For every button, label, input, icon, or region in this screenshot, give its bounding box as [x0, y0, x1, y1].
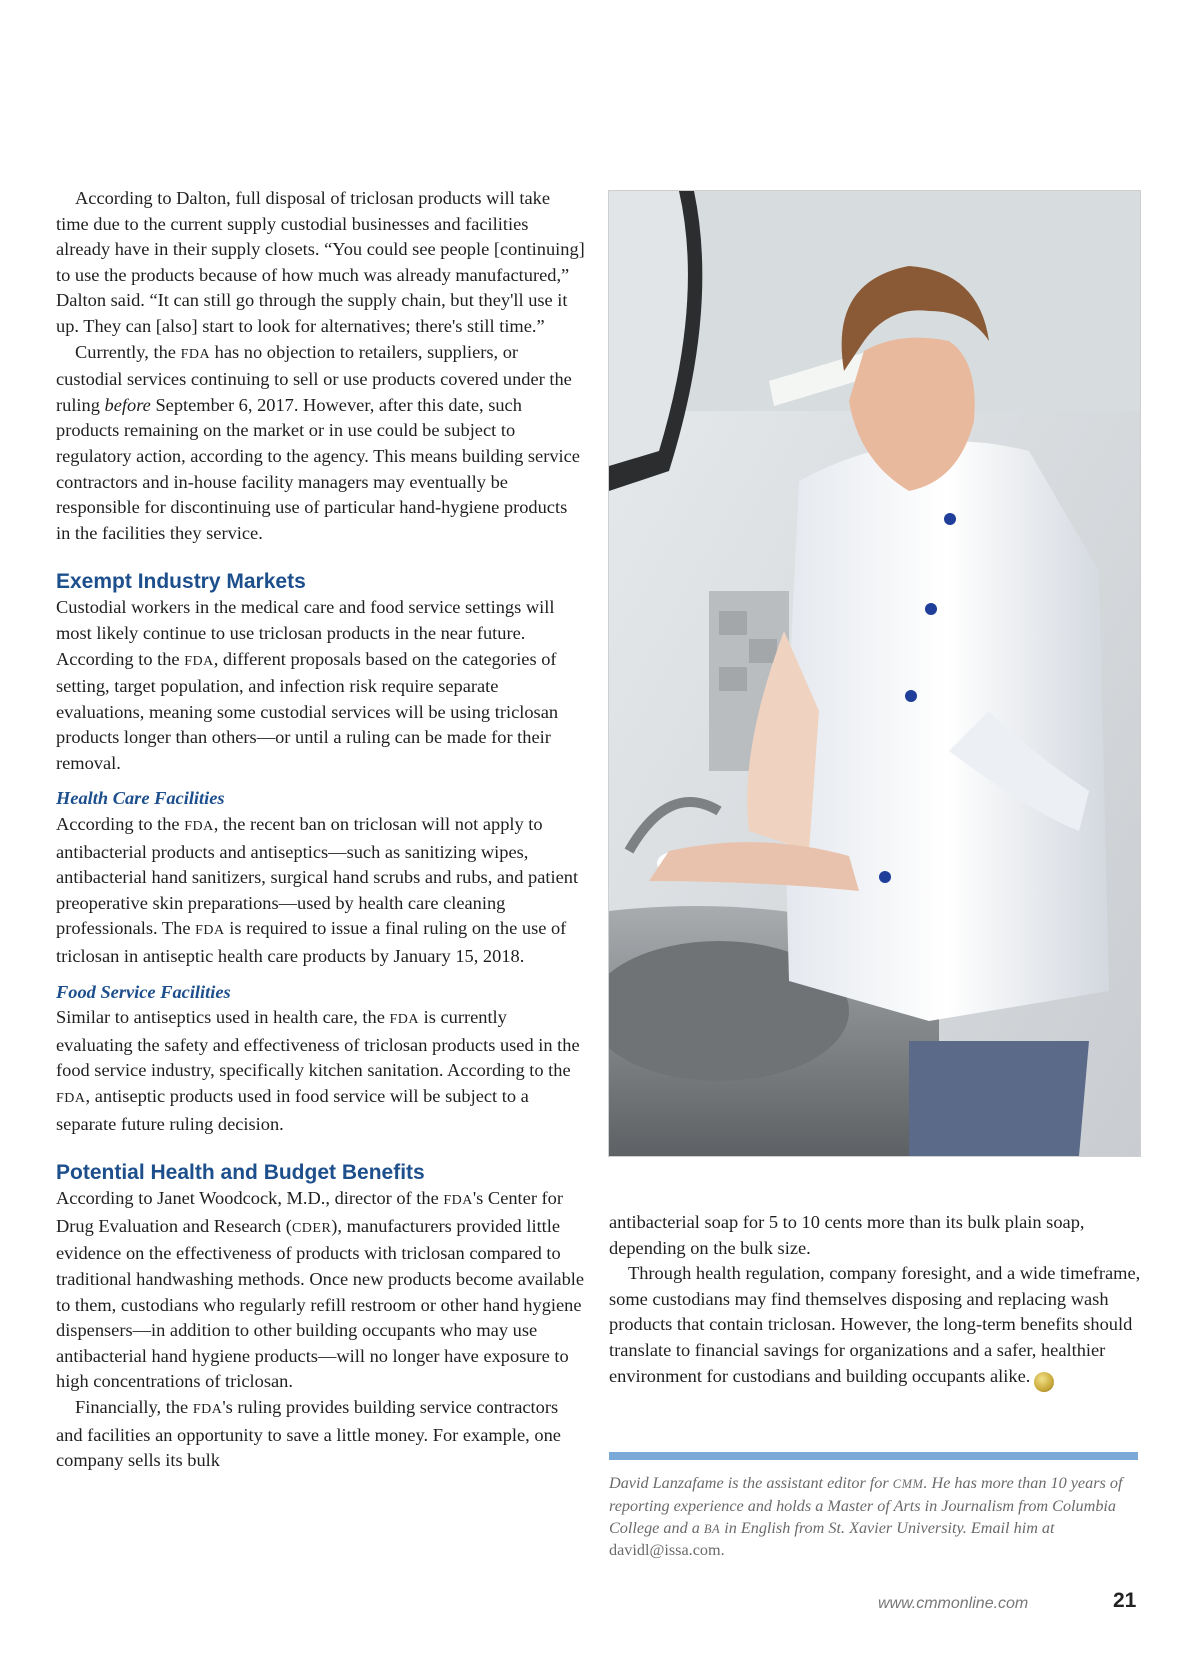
paragraph-dalton: According to Dalton, full disposal of triclosan products will take time due to the current supply custodial businesses and facilities already have in their supply closets. “You could see people [continuing] to use the products because of how much was already manufactured,” Dalton said. “It can still go through the supply chain, but they'll use it up. They can [also] start to look for alternatives; there's still time.”: [56, 188, 585, 336]
right-column-text: [609, 1210, 1149, 1392]
bio-divider: [609, 1452, 1138, 1460]
heading-exempt-markets: Exempt Industry Markets: [56, 570, 306, 594]
paragraph-health-care: According to the FDA, the recent ban on triclosan will not apply to antibacterial products and antiseptics—such as sanitizing wipes, antibacterial hand sanitizers, surgical hand scrubs and rubs, and patient preoperative skin preparations—used by health care cleaning professionals. The FDA is required to issue a final ruling on the use of triclosan in antiseptic health care products by January 15, 2018.: [56, 814, 579, 967]
chef-washing-hands-photo: [608, 190, 1141, 1157]
paragraph-soap-price: antibacterial soap for 5 to 10 cents more than its bulk plain soap, depending on the bulk size.: [609, 1212, 1085, 1258]
paragraph-financially: Financially, the FDA's ruling provides building service contractors and facilities an opportunity to save a little money. For example, one company sells its bulk: [56, 1396, 561, 1471]
page-number: 21: [1113, 1589, 1137, 1612]
author-email-link[interactable]: davidl@issa.com: [609, 1541, 721, 1560]
paragraph-conclusion: Through health regulation, company foresight, and a wide timeframe, some custodians may find themselves disposing and replacing wash products that contain triclosan. However, the long-term benefits should translate to financial savings for organizations and a safer, healthier environment for custodians and building occupants alike. CM: [609, 1261, 1149, 1391]
end-of-article-icon: CM: [1034, 1372, 1054, 1392]
author-bio: David Lanzafame is the assistant editor for CMM. He has more than 10 years of reporting experience and holds a Master of Arts in Journalism from Columbia College and a BA in English from St. Xavier University. Email him at davidl@issa.com.: [609, 1474, 1123, 1560]
paragraph-food-service: Similar to antiseptics used in health care, the FDA is currently evaluating the safety and effectiveness of triclosan products used in the food service industry, specifically kitchen sanitation. According to the FDA, antiseptic products used in food service will be subject to a separate future ruling decision.: [56, 1007, 580, 1134]
heading-health-care: Health Care Facilities: [56, 788, 225, 809]
paragraph-woodcock: According to Janet Woodcock, M.D., director of the FDA's Center for Drug Evaluation and Research (CDER), manufacturers provided little evidence on the effectiveness of products with triclosan compared to traditional handwashing methods. Once new products become available to them, custodians who regularly refill restroom or other hand hygiene dispensers—in addition to other building occupants who may use antibacterial hand hygiene products—will no longer have exposure to high concentrations of triclosan.: [56, 1188, 585, 1392]
left-column: [56, 186, 586, 1474]
heading-food-service: Food Service Facilities: [56, 981, 231, 1002]
paragraph-exempt: Custodial workers in the medical care and food service settings will most likely continue to use triclosan products in the near future. According to the FDA, different proposals based on the categories of setting, target population, and infection risk require separate evaluations, meaning some custodial services will be using triclosan products longer than others—or until a ruling can be made for their removal.: [56, 597, 559, 773]
paragraph-fda-objection: Currently, the FDA has no objection to retailers, suppliers, or custodial services continuing to sell or use products covered under the ruling before September 6, 2017. However, after this date, such products remaining on the market or in use could be subject to regulatory action, according to the agency. This means building service contractors and in-house facility managers may eventually be responsible for discontinuing use of particular hand-hygiene products in the facilities they service.: [56, 341, 580, 543]
footer-website-link[interactable]: www.cmmonline.com: [878, 1595, 1029, 1612]
heading-benefits: Potential Health and Budget Benefits: [56, 1161, 425, 1185]
